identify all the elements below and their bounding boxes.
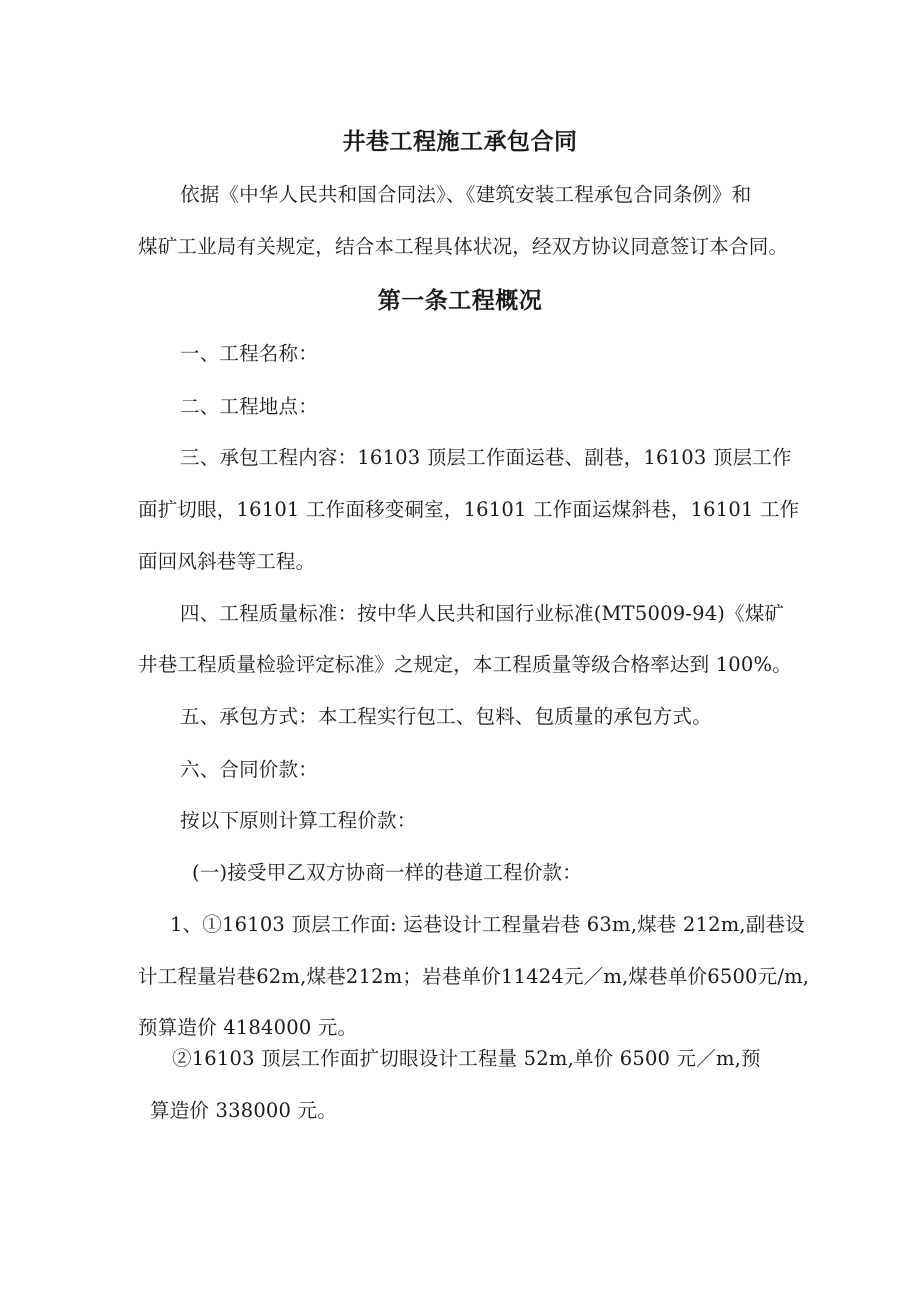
price-item-1-line-1: 1、①16103 顶层工作面: 运巷设计工程量岩巷 63m,煤巷 212m,副巷设 xyxy=(170,913,805,936)
price-item-1-heading: (一)接受甲乙双方协商一样的巷道工程价款： xyxy=(192,861,582,884)
clause-scope-line-2: 面扩切眼，16101 工作面移变硐室，16101 工作面运煤斜巷，16101 工作 xyxy=(138,498,800,521)
price-item-1-line-3: 预算造价 4184000 元。 xyxy=(138,1016,358,1039)
intro-line-2: 煤矿工业局有关规定，结合本工程具体状况，经双方协议同意签订本合同。 xyxy=(138,235,789,258)
price-item-2-line-1: ②16103 顶层工作面扩切眼设计工程量 52m,单价 6500 元／m,预 xyxy=(172,1047,761,1070)
clause-contract-price: 六、合同价款： xyxy=(180,758,318,781)
price-principle: 按以下原则计算工程价款： xyxy=(180,809,417,832)
clause-project-name: 一、工程名称： xyxy=(180,342,318,365)
price-item-2-line-2: 算造价 338000 元。 xyxy=(150,1099,337,1122)
document-title: 井巷工程施工承包合同 xyxy=(342,129,578,155)
clause-project-location: 二、工程地点： xyxy=(180,395,318,418)
clause-scope-line-1: 三、承包工程内容：16103 顶层工作面运巷、副巷，16103 顶层工作 xyxy=(180,446,792,469)
price-item-1-line-2: 计工程量岩巷62m,煤巷212m；岩巷单价11424元／m,煤巷单价6500元/m, xyxy=(138,965,810,988)
intro-line-1: 依据《中华人民共和国合同法》、《建筑安装工程承包合同条例》和 xyxy=(180,183,752,206)
clause-scope-line-3: 面回风斜巷等工程。 xyxy=(138,550,316,573)
clause-contract-mode: 五、承包方式：本工程实行包工、包料、包质量的承包方式。 xyxy=(180,705,712,728)
clause-quality-line-2: 井巷工程质量检验评定标准》之规定，本工程质量等级合格率达到 100%。 xyxy=(138,653,792,676)
clause-quality-line-1: 四、工程质量标准：按中华人民共和国行业标准(MT5009-94)《煤矿 xyxy=(180,602,785,625)
section-heading: 第一条工程概况 xyxy=(377,288,543,314)
